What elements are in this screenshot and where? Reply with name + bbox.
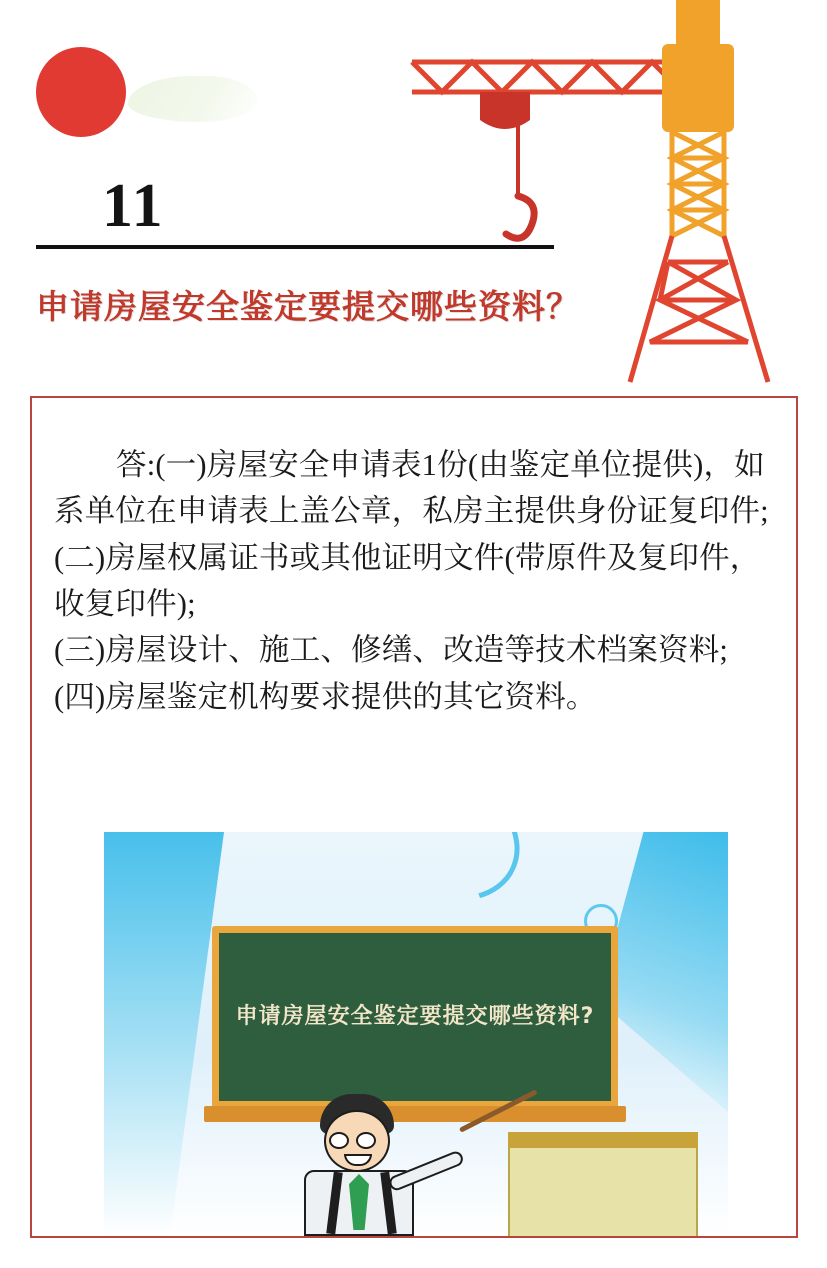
- section-number: 11: [102, 172, 165, 240]
- section-number-block: [36, 172, 556, 249]
- paragraph: 答:(一)房屋安全申请表1份(由鉴定单位提供)，如系单位在申请表上盖公章，私房主提供身份证复印件;: [54, 448, 769, 529]
- paragraph: (二)房屋权属证书或其他证明文件(带原件及复印件，收复印件);: [54, 540, 761, 622]
- blackboard-text: 申请房屋安全鉴定要提交哪些资料?: [235, 1004, 595, 1030]
- page-title: 申请房屋安全鉴定要提交哪些资料？: [36, 287, 580, 326]
- paragraph: (三)房屋设计、施工、修缮、改造等技术档案资料;: [54, 633, 729, 668]
- answer-text: [32, 398, 796, 720]
- answer-box: [30, 396, 798, 1238]
- blackboard: [212, 926, 618, 1108]
- cyan-shape-left: [104, 832, 224, 1236]
- glasses-icon: [329, 1132, 349, 1149]
- glasses-icon: [356, 1132, 376, 1149]
- paragraph: (四)房屋鉴定机构要求提供的其它资料。: [54, 679, 597, 714]
- desk-top: [508, 1132, 698, 1148]
- teacher-illustration: [272, 1094, 502, 1236]
- illustration: [104, 832, 728, 1236]
- divider: [36, 245, 554, 249]
- desk-body: [508, 1148, 698, 1236]
- arc-icon: [354, 832, 541, 924]
